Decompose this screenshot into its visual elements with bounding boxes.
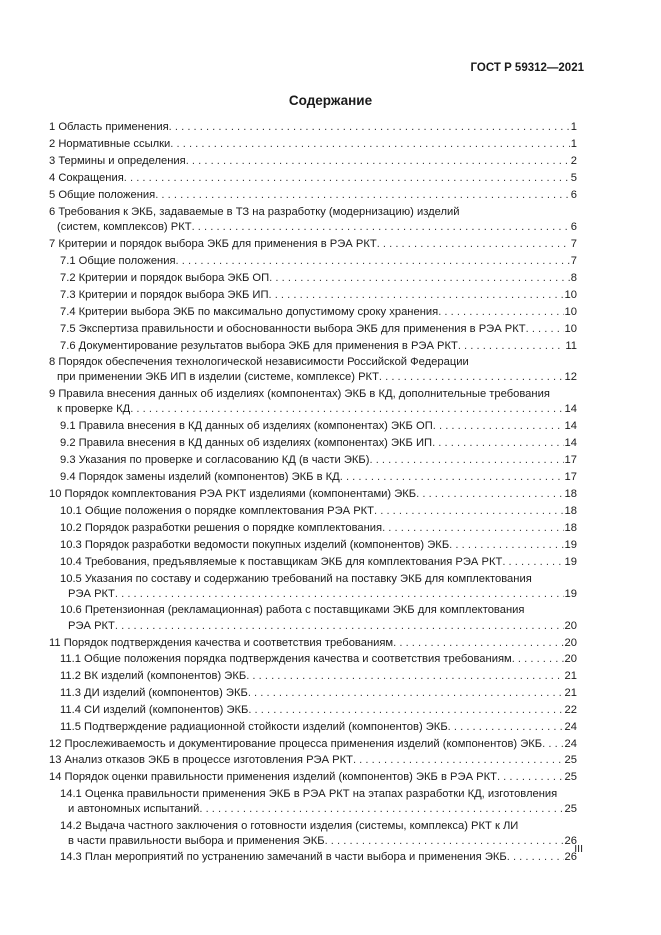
toc-entry-title: 11.5 Подтверждение радиационной стойкости изделий (компонентов) ЭКБ bbox=[60, 721, 448, 734]
toc-page-number: 18 bbox=[564, 505, 577, 518]
toc-page-number: 21 bbox=[564, 687, 577, 700]
toc-page-number: 26 bbox=[564, 834, 577, 847]
toc-entry-title: 11.3 ДИ изделий (компонентов) ЭКБ bbox=[60, 687, 248, 700]
toc-entry-title: 2 Нормативные ссылки bbox=[49, 137, 171, 150]
toc-entry-title: в части правильности выбора и применения ЭКБ bbox=[68, 834, 325, 847]
toc-page-number: 14 bbox=[564, 437, 577, 450]
toc-entry-title: 1 Область применения bbox=[49, 121, 169, 133]
toc-leader-dots bbox=[269, 271, 570, 286]
toc-leader-dots bbox=[115, 587, 564, 602]
toc-entry-title: 4 Сокращения bbox=[49, 171, 124, 184]
toc-entry-title: (систем, комплексов) РКТ bbox=[57, 221, 192, 234]
toc-entry-title: 11.1 Общие положения порядка подтверждения качества и соответствия требованиям bbox=[60, 653, 512, 666]
toc-entry[interactable] bbox=[49, 787, 577, 817]
toc-entry-title: 10.1 Общие положения о порядке комплектования РЭА РКТ bbox=[60, 505, 375, 518]
toc-page-number: 18 bbox=[564, 488, 577, 501]
toc-page-number: 20 bbox=[564, 653, 577, 666]
toc-entry[interactable] bbox=[49, 137, 577, 152]
toc-page-number: 20 bbox=[564, 636, 577, 649]
toc-entry-title: 10.3 Порядок разработки ведомости покупных изделий (компонентов) ЭКБ bbox=[60, 539, 450, 551]
toc-entry-title: и автономных испытаний bbox=[68, 802, 200, 815]
toc-leader-dots bbox=[124, 171, 570, 186]
toc-page-number: 12 bbox=[564, 371, 577, 384]
toc-entry-title: 14.2 Выдача частного заключения о готовности изделия (системы, комплекса) РКТ к ЛИ bbox=[60, 819, 519, 832]
toc-entry-title: 7.1 Общие положения bbox=[60, 255, 176, 268]
toc-entry[interactable] bbox=[49, 504, 577, 519]
toc-page-number: 25 bbox=[564, 802, 577, 815]
document-header: ГОСТ Р 59312—2021 bbox=[470, 62, 584, 74]
toc-entry-title: 9.1 Правила внесения в КД данных об изделиях (компонентах) ЭКБ ОП bbox=[60, 420, 433, 433]
toc-leader-dots bbox=[176, 254, 570, 269]
toc-page-number: 25 bbox=[564, 754, 577, 767]
toc-page-number: 5 bbox=[570, 171, 577, 184]
toc-entry[interactable] bbox=[49, 453, 577, 468]
toc-entry[interactable] bbox=[49, 355, 577, 385]
toc-page-number: 7 bbox=[570, 238, 577, 251]
toc-leader-dots bbox=[246, 669, 563, 684]
toc-entry[interactable] bbox=[49, 636, 577, 651]
toc-leader-dots bbox=[155, 188, 570, 203]
toc-entry-title: 13 Анализ отказов ЭКБ в процессе изготовления РЭА РКТ bbox=[49, 754, 353, 767]
toc-entry-title: 12 Прослеживаемость и документирование процесса применения изделий (компонентов) ЭКБ bbox=[49, 737, 543, 750]
toc-entry-title: 10.6 Претензионная (рекламационная) работа с поставщиками ЭКБ для комплектования bbox=[60, 604, 525, 617]
toc-leader-dots bbox=[526, 322, 564, 337]
toc-leader-dots bbox=[377, 237, 570, 252]
toc-page-number: 19 bbox=[564, 587, 577, 600]
toc-leader-dots bbox=[379, 370, 564, 385]
toc-page-number: 2 bbox=[570, 154, 577, 167]
toc-entry-title: 7.3 Критерии и порядок выбора ЭКБ ИП bbox=[60, 289, 269, 302]
toc-entry-title: 7.6 Документирование результатов выбора ЭКБ для применения в РЭА РКТ bbox=[60, 339, 458, 352]
toc-page-number: 14 bbox=[564, 403, 577, 416]
toc-page-number: 19 bbox=[564, 555, 577, 568]
toc-entry[interactable] bbox=[49, 686, 577, 701]
toc-entry-title: 5 Общие положения bbox=[49, 188, 156, 201]
toc-entry[interactable] bbox=[49, 555, 577, 570]
toc-entry-title: 7.4 Критерии выбора ЭКБ по максимально допустимому сроку хранения bbox=[60, 306, 439, 319]
toc-leader-dots bbox=[438, 305, 563, 320]
toc-entry-title: при применении ЭКБ ИП в изделии (системе, комплексе) РКТ bbox=[57, 371, 379, 384]
toc-leader-dots bbox=[542, 737, 563, 752]
toc-entry-title: 9.4 Порядок замены изделий (компонентов) ЭКБ в КД bbox=[60, 471, 340, 484]
toc-entry[interactable] bbox=[49, 470, 577, 485]
toc-entry[interactable] bbox=[49, 237, 577, 252]
toc-entry-title: 6 Требования к ЭКБ, задаваемые в ТЗ на разработку (модернизацию) изделий bbox=[49, 205, 460, 218]
toc-entry-title: 14.1 Оценка правильности применения ЭКБ в РЭА РКТ на этапах разработки КД, изготовления bbox=[60, 787, 558, 800]
toc-leader-dots bbox=[433, 419, 564, 434]
toc-page-number: 10 bbox=[564, 306, 577, 319]
toc-page-number: 17 bbox=[564, 454, 577, 467]
toc-page-number: 22 bbox=[564, 704, 577, 717]
toc-leader-dots bbox=[340, 470, 564, 485]
toc-leader-dots bbox=[192, 220, 570, 235]
toc-leader-dots bbox=[269, 288, 564, 303]
toc-entry[interactable] bbox=[49, 770, 577, 785]
toc-leader-dots bbox=[502, 555, 563, 570]
toc-page-number: 20 bbox=[564, 619, 577, 632]
toc-leader-dots bbox=[449, 538, 563, 553]
toc-leader-dots bbox=[186, 154, 570, 169]
toc-entry[interactable] bbox=[49, 436, 577, 451]
toc-entry-title: 10.5 Указания по составу и содержанию требований на поставку ЭКБ для комплектования bbox=[60, 572, 532, 585]
toc-page-number: 6 bbox=[570, 221, 577, 234]
toc-entry[interactable] bbox=[49, 753, 577, 768]
toc-entry[interactable] bbox=[49, 205, 577, 235]
toc-entry[interactable] bbox=[49, 188, 577, 203]
toc-leader-dots bbox=[448, 720, 564, 735]
toc-entry[interactable] bbox=[49, 669, 577, 684]
toc-leader-dots bbox=[374, 504, 564, 519]
toc-entry[interactable] bbox=[49, 850, 577, 865]
toc-entry-title: 14.3 План мероприятий по устранению замечаний в части выбора и применения ЭКБ bbox=[60, 851, 507, 864]
toc-leader-dots bbox=[248, 686, 564, 701]
toc-entry[interactable] bbox=[49, 603, 577, 633]
toc-leader-dots bbox=[512, 652, 564, 667]
toc-page-number: 14 bbox=[564, 420, 577, 433]
toc-page-number: 11 bbox=[565, 339, 577, 352]
toc-entry-title: 9.2 Правила внесения в КД данных об изделиях (компонентах) ЭКБ ИП bbox=[60, 437, 433, 450]
toc-entry[interactable] bbox=[49, 572, 577, 602]
toc-leader-dots bbox=[432, 436, 563, 451]
toc-page-number: 10 bbox=[564, 289, 577, 302]
toc-entry-title: 8 Порядок обеспечения технологической независимости Российской Федерации bbox=[49, 356, 469, 369]
toc-entry-title: 11 Порядок подтверждения качества и соответствия требованиям bbox=[49, 636, 394, 649]
toc-entry[interactable] bbox=[49, 819, 577, 849]
toc-entry[interactable] bbox=[49, 171, 577, 186]
toc-entry[interactable] bbox=[49, 652, 577, 667]
toc-page-number: 24 bbox=[564, 721, 577, 734]
toc-leader-dots bbox=[115, 619, 564, 634]
page-number: III bbox=[574, 843, 583, 855]
toc-entry[interactable] bbox=[49, 305, 577, 320]
toc-page-number: 1 bbox=[570, 137, 577, 150]
toc-entry[interactable] bbox=[49, 703, 577, 718]
toc-page-number: 25 bbox=[564, 770, 577, 783]
toc-entry-title: 11.2 ВК изделий (компонентов) ЭКБ bbox=[60, 670, 247, 683]
toc-leader-dots bbox=[458, 339, 565, 354]
toc-page-number: 18 bbox=[564, 522, 577, 535]
toc-page-number: 21 bbox=[564, 670, 577, 683]
toc-entry[interactable] bbox=[49, 720, 577, 735]
page-title: Содержание bbox=[288, 93, 373, 108]
toc-page-number: 1 bbox=[570, 121, 577, 133]
toc-page-number: 10 bbox=[564, 323, 577, 336]
toc-entry-title: 10 Порядок комплектования РЭА РКТ изделиями (компонентами) ЭКБ bbox=[49, 488, 417, 501]
toc-leader-dots bbox=[130, 402, 563, 417]
toc-page-number: 8 bbox=[570, 272, 577, 285]
toc-entry[interactable] bbox=[49, 154, 577, 169]
toc-entry[interactable] bbox=[49, 288, 577, 303]
toc-leader-dots bbox=[353, 753, 564, 768]
toc-page-number: 6 bbox=[570, 188, 577, 201]
toc-entry-title: 10.4 Требования, предъявляемые к поставщикам ЭКБ для комплектования РЭА РКТ bbox=[60, 555, 503, 568]
toc-leader-dots bbox=[169, 120, 570, 135]
toc-page-number: 26 bbox=[564, 851, 577, 864]
toc-leader-dots bbox=[497, 770, 564, 785]
toc-leader-dots bbox=[170, 137, 569, 152]
toc-entry[interactable] bbox=[49, 120, 577, 135]
toc-entry-title: 7.5 Экспертиза правильности и обоснованности выбора ЭКБ для применения в РЭА РКТ bbox=[60, 323, 526, 336]
toc-entry[interactable] bbox=[49, 254, 577, 269]
toc-entry-title: 11.4 СИ изделий (компонентов) ЭКБ bbox=[60, 704, 249, 717]
toc-entry-title: 14 Порядок оценки правильности применения изделий (компонентов) ЭКБ в РЭА РКТ bbox=[49, 770, 497, 783]
toc-entry-title: РЭА РКТ bbox=[68, 619, 115, 632]
toc-page-number: 7 bbox=[570, 255, 577, 268]
table-of-contents bbox=[49, 120, 577, 865]
toc-page-number: 19 bbox=[564, 539, 577, 551]
toc-entry[interactable] bbox=[49, 339, 577, 354]
toc-entry-title: 3 Термины и определения bbox=[49, 154, 186, 167]
toc-leader-dots bbox=[507, 850, 564, 865]
toc-entry-title: 10.2 Порядок разработки решения о порядке комплектования bbox=[60, 522, 383, 535]
toc-entry-title: РЭА РКТ bbox=[68, 587, 115, 600]
toc-entry[interactable] bbox=[49, 737, 577, 752]
toc-leader-dots bbox=[382, 521, 563, 536]
toc-entry[interactable] bbox=[49, 271, 577, 286]
toc-entry[interactable] bbox=[49, 521, 577, 536]
toc-leader-dots bbox=[393, 636, 563, 651]
toc-page-number: 24 bbox=[564, 737, 577, 750]
toc-entry[interactable] bbox=[49, 487, 577, 502]
toc-entry[interactable] bbox=[49, 322, 577, 337]
toc-entry-title: к проверке КД bbox=[57, 403, 131, 416]
toc-leader-dots bbox=[199, 802, 563, 817]
toc-entry-title: 7 Критерии и порядок выбора ЭКБ для применения в РЭА РКТ bbox=[49, 238, 377, 251]
toc-entry-title: 7.2 Критерии и порядок выбора ЭКБ ОП bbox=[60, 272, 270, 285]
toc-entry[interactable] bbox=[49, 419, 577, 434]
toc-page-number: 17 bbox=[564, 471, 577, 484]
toc-leader-dots bbox=[248, 703, 563, 718]
toc-entry-title: 9 Правила внесения данных об изделиях (компонентах) ЭКБ в КД, дополнительные требования bbox=[49, 387, 550, 400]
toc-leader-dots bbox=[416, 487, 563, 502]
toc-entry[interactable] bbox=[49, 387, 577, 417]
toc-leader-dots bbox=[325, 834, 564, 849]
toc-entry-title: 9.3 Указания по проверке и согласованию КД (в части ЭКБ) bbox=[60, 454, 370, 467]
toc-leader-dots bbox=[369, 453, 563, 468]
toc-entry[interactable] bbox=[49, 538, 577, 553]
